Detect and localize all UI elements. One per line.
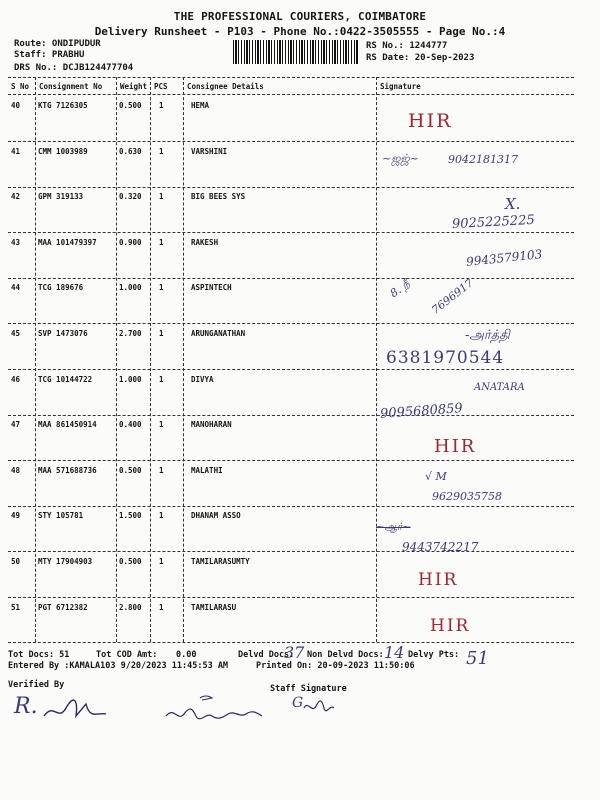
drs-number: DRS No.: DCJB124477704 <box>14 63 134 73</box>
total-docs: Tot Docs: 51 <box>8 650 70 660</box>
row-divider <box>8 232 574 233</box>
row-divider <box>8 597 574 598</box>
handwritten-signature-50: HIR <box>418 570 459 590</box>
row-pcs: 1 <box>159 329 164 338</box>
handwritten-phone-45: 6381970544 <box>386 348 505 368</box>
column-divider <box>376 77 377 642</box>
row-divider <box>8 141 574 142</box>
row-consignee: MALATHI <box>191 466 223 475</box>
handwritten-scribble: -அர்த்தி <box>465 328 510 343</box>
row-consignment-no: KTG 7126305 <box>38 101 88 110</box>
verified-by-signature-scribble <box>40 696 110 726</box>
row-consignee: BIG BEES SYS <box>191 192 246 201</box>
barcode <box>233 40 359 64</box>
row-consignment-no: MAA 571688736 <box>38 466 97 475</box>
row-consignment-no: STY 105781 <box>38 511 84 520</box>
non-delivered-docs-label: Non Delvd Docs: <box>307 650 384 660</box>
row-sno: 45 <box>11 329 21 338</box>
row-consignment-no: SVP 1473076 <box>38 329 88 338</box>
row-consignee: VARSHINI <box>191 147 228 156</box>
staff-signature-label: Staff Signature <box>270 684 347 694</box>
handwritten-phone-42: 9025225225 <box>451 212 536 233</box>
row-weight: 0.500 <box>119 101 142 110</box>
row-pcs: 1 <box>159 192 164 201</box>
table-top-rule <box>8 77 574 78</box>
runsheet-subtitle: Delivery Runsheet - P103 - Phone No.:0422-3505555 - Page No.:4 <box>94 25 506 38</box>
handwritten-scribble: 8. நீ <box>387 277 413 301</box>
column-divider <box>150 77 151 642</box>
col-header-signature: Signature <box>380 82 421 91</box>
row-weight: 2.700 <box>119 329 142 338</box>
row-divider <box>8 460 574 461</box>
row-pcs: 1 <box>159 375 164 384</box>
handwritten-signature-47: HIR <box>434 436 477 457</box>
row-pcs: 1 <box>159 147 164 156</box>
table-header-rule <box>8 94 574 95</box>
row-sno: 50 <box>11 557 21 566</box>
handwritten-scribble: ~ஜஜ்~ <box>382 152 419 165</box>
row-weight: 0.400 <box>119 420 142 429</box>
row-pcs: 1 <box>159 466 164 475</box>
total-cod-amount: 0.00 <box>176 650 197 660</box>
row-pcs: 1 <box>159 557 164 566</box>
printed-on: Printed On: 20-09-2023 11:50:06 <box>256 661 415 671</box>
col-header-weight: Weight <box>120 82 148 91</box>
staff-signature-mark: G <box>292 695 304 711</box>
handwritten-name-46: ANATARA <box>474 382 525 393</box>
column-divider <box>183 77 184 642</box>
row-weight: 0.500 <box>119 466 142 475</box>
handwritten-scribble: ~ஆர்~ <box>376 522 411 533</box>
entered-by-signature-scribble <box>160 690 270 730</box>
delivery-points-label: Delvy Pts: <box>408 650 460 660</box>
row-weight: 0.630 <box>119 147 142 156</box>
delivery-points-value: 51 <box>466 648 489 669</box>
row-divider <box>8 506 574 507</box>
row-consignment-no: MAA 101479397 <box>38 238 97 247</box>
row-weight: 1.000 <box>119 375 142 384</box>
entered-by: Entered By :KAMALA103 9/20/2023 11:45:53 AM <box>8 661 229 671</box>
delivered-docs-label: Delvd Docs: <box>238 650 295 660</box>
row-pcs: 1 <box>159 603 164 612</box>
handwritten-phone-48: 9629035758 <box>432 490 502 503</box>
handwritten-signature-51: HIR <box>430 616 471 636</box>
handwritten-phone-49: 9443742217 <box>402 540 479 554</box>
row-pcs: 1 <box>159 101 164 110</box>
row-weight: 1.000 <box>119 283 142 292</box>
row-consignment-no: TCG 10144722 <box>38 375 93 384</box>
row-sno: 40 <box>11 101 21 110</box>
column-divider <box>35 77 36 642</box>
handwritten-mark-42: X. <box>505 195 521 213</box>
row-divider <box>8 415 574 416</box>
row-weight: 2.800 <box>119 603 142 612</box>
row-consignee: MANOHARAN <box>191 420 232 429</box>
row-consignment-no: MAA 861450914 <box>38 420 97 429</box>
delivered-docs-value: 37 <box>284 643 305 662</box>
handwritten-signature-40: HIR <box>408 110 453 132</box>
row-sno: 49 <box>11 511 21 520</box>
row-consignment-no: CMM 1003989 <box>38 147 88 156</box>
verified-by-signature: R. <box>14 694 38 719</box>
row-weight: 0.900 <box>119 238 142 247</box>
company-title: THE PROFESSIONAL COURIERS, COIMBATORE <box>173 10 427 23</box>
row-weight: 0.500 <box>119 557 142 566</box>
rs-number: RS No.: 1244777 <box>366 41 448 51</box>
row-consignment-no: GPM 319133 <box>38 192 84 201</box>
row-sno: 48 <box>11 466 21 475</box>
row-consignee: TAMILARASU <box>191 603 237 612</box>
total-cod-label: Tot COD Amt: <box>96 650 158 660</box>
row-sno: 41 <box>11 147 21 156</box>
row-pcs: 1 <box>159 511 164 520</box>
row-divider <box>8 551 574 552</box>
row-consignee: TAMILARASUMTY <box>191 557 250 566</box>
row-sno: 51 <box>11 603 21 612</box>
col-header-consignee: Consignee Details <box>187 82 264 91</box>
row-sno: 46 <box>11 375 21 384</box>
row-weight: 1.500 <box>119 511 142 520</box>
handwritten-phone-41: 9042181317 <box>448 153 518 166</box>
non-delivered-docs-value: 14 <box>384 643 405 662</box>
row-consignee: DIVYA <box>191 375 214 384</box>
row-divider <box>8 323 574 324</box>
row-sno: 47 <box>11 420 21 429</box>
handwritten-phone-43: 9943579103 <box>465 247 543 269</box>
row-pcs: 1 <box>159 238 164 247</box>
rs-date: RS Date: 20-Sep-2023 <box>366 53 475 63</box>
col-header-consignment: Consignment No <box>39 82 103 91</box>
row-sno: 43 <box>11 238 21 247</box>
row-sno: 42 <box>11 192 21 201</box>
col-header-sno: S No <box>11 82 30 91</box>
staff-signature-scribble <box>302 694 342 716</box>
row-divider <box>8 278 574 279</box>
row-sno: 44 <box>11 283 21 292</box>
handwritten-phone-44: 7696917 <box>429 276 476 317</box>
row-consignee: DHANAM ASSO <box>191 511 241 520</box>
staff-label: Staff: PRABHU <box>14 50 85 60</box>
row-consignment-no: TCG 189676 <box>38 283 84 292</box>
row-pcs: 1 <box>159 283 164 292</box>
row-consignment-no: MTY 17904903 <box>38 557 93 566</box>
row-consignee: ASPINTECH <box>191 283 232 292</box>
handwritten-mark-48: √ M <box>425 470 447 483</box>
row-consignee: HEMA <box>191 101 210 110</box>
row-consignee: ARUNGANATHAN <box>191 329 246 338</box>
col-header-pcs: PCS <box>154 82 168 91</box>
verified-by-label: Verified By <box>8 680 65 690</box>
row-pcs: 1 <box>159 420 164 429</box>
route-label: Route: ONDIPUDUR <box>14 39 101 49</box>
row-consignment-no: PGT 6712382 <box>38 603 88 612</box>
handwritten-phone-46: 9095680859 <box>379 401 464 422</box>
row-consignee: RAKESH <box>191 238 219 247</box>
column-divider <box>116 77 117 642</box>
row-weight: 0.320 <box>119 192 142 201</box>
row-divider <box>8 369 574 370</box>
row-divider <box>8 187 574 188</box>
